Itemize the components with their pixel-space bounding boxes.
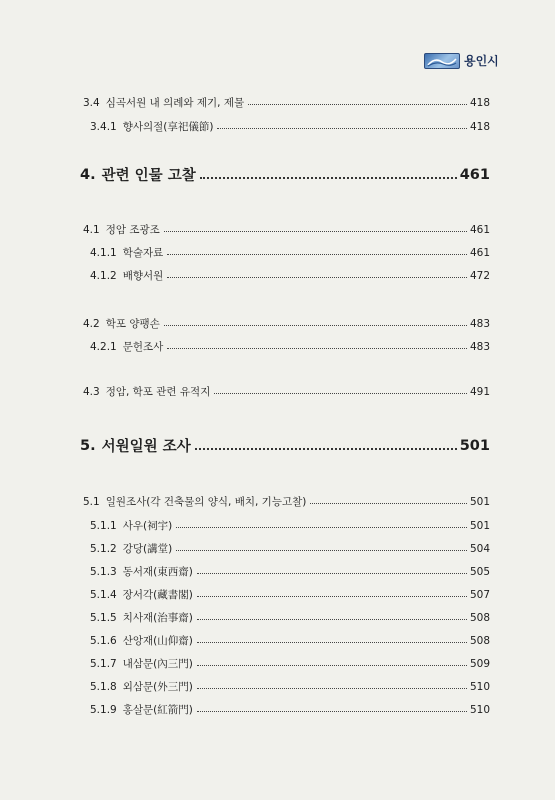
dot-leader <box>167 254 467 255</box>
toc-number: 5.1 <box>83 495 100 508</box>
toc-title: 사우(祠宇) <box>122 520 173 532</box>
toc-entry[interactable] <box>83 316 490 331</box>
toc-title: 홍살문(紅箭門) <box>122 704 193 716</box>
toc-entry[interactable] <box>90 119 490 134</box>
toc-number: 4. <box>80 166 96 183</box>
toc-number: 3.4.1 <box>90 120 117 133</box>
toc-title: 관련 인물 고찰 <box>101 168 196 184</box>
toc-number: 5.1.1 <box>90 519 117 532</box>
dot-leader <box>197 642 467 643</box>
toc-page: 418 <box>469 120 490 133</box>
toc-page: 461 <box>469 223 490 236</box>
toc-page: 418 <box>469 96 490 109</box>
toc-page: 461 <box>459 166 490 183</box>
toc-title: 내삼문(內三門) <box>122 658 193 670</box>
toc-page: 501 <box>469 519 490 532</box>
toc-entry[interactable] <box>90 656 490 671</box>
dot-leader <box>176 527 467 528</box>
toc-number: 4.1.1 <box>90 246 117 259</box>
dot-leader <box>167 348 467 349</box>
dot-leader <box>195 448 457 450</box>
toc-title: 장서각(藏書閣) <box>122 589 193 601</box>
toc-title: 학술자료 <box>122 247 164 259</box>
toc-entry[interactable] <box>90 633 490 648</box>
toc-entry[interactable] <box>90 268 490 283</box>
toc-page: 472 <box>469 269 490 282</box>
toc-chapter-entry[interactable] <box>80 435 490 456</box>
toc-page: 509 <box>469 657 490 670</box>
toc-number: 4.1 <box>83 223 100 236</box>
dot-leader <box>164 325 467 326</box>
toc-entry[interactable] <box>90 245 490 260</box>
toc-entry[interactable] <box>83 384 490 399</box>
toc-entry[interactable] <box>83 95 490 110</box>
toc-title: 동서재(東西齋) <box>122 566 193 578</box>
toc-page: 461 <box>469 246 490 259</box>
toc-number: 5.1.2 <box>90 542 117 555</box>
toc-page: 508 <box>469 634 490 647</box>
city-name: 용인시 <box>464 54 499 68</box>
toc-number: 4.2.1 <box>90 340 117 353</box>
toc-number: 5.1.5 <box>90 611 117 624</box>
dot-leader <box>197 665 467 666</box>
toc-title: 심곡서원 내 의례와 제기, 제물 <box>105 97 245 109</box>
toc-number: 4.2 <box>83 317 100 330</box>
toc-title: 향사의절(享祀儀節) <box>122 121 214 133</box>
dot-leader <box>197 596 467 597</box>
toc-chapter-entry[interactable] <box>80 164 490 185</box>
toc-title: 치사재(治事齋) <box>122 612 193 624</box>
toc-title: 학포 양팽손 <box>105 318 160 330</box>
dot-leader <box>164 231 467 232</box>
toc-title: 정암, 학포 관련 유적지 <box>105 386 211 398</box>
toc-title: 외삼문(外三門) <box>122 681 193 693</box>
toc-number: 5.1.3 <box>90 565 117 578</box>
toc-page: 491 <box>469 385 490 398</box>
toc-entry[interactable] <box>90 518 490 533</box>
toc-entry[interactable] <box>90 679 490 694</box>
toc-number: 4.3 <box>83 385 100 398</box>
toc-title: 문헌조사 <box>122 341 164 353</box>
toc-entry[interactable] <box>83 494 490 509</box>
dot-leader <box>167 277 467 278</box>
toc-number: 3.4 <box>83 96 100 109</box>
dot-leader <box>217 128 466 129</box>
toc-number: 5.1.8 <box>90 680 117 693</box>
toc-entry[interactable] <box>90 587 490 602</box>
dot-leader <box>248 104 467 105</box>
toc-page: 510 <box>469 703 490 716</box>
city-emblem-icon <box>424 53 460 69</box>
toc-page: 501 <box>459 437 490 454</box>
toc-page: 507 <box>469 588 490 601</box>
dot-leader <box>197 573 467 574</box>
toc-entry[interactable] <box>90 702 490 717</box>
toc-title: 강당(講堂) <box>122 543 173 555</box>
dot-leader <box>197 688 467 689</box>
toc-page: 505 <box>469 565 490 578</box>
toc-title: 정암 조광조 <box>105 224 160 236</box>
toc-number: 5.1.6 <box>90 634 117 647</box>
dot-leader <box>310 503 467 504</box>
toc-page: 510 <box>469 680 490 693</box>
toc-title: 서원일원 조사 <box>101 439 191 455</box>
toc-page: 501 <box>469 495 490 508</box>
toc-number: 4.1.2 <box>90 269 117 282</box>
toc-number: 5.1.4 <box>90 588 117 601</box>
dot-leader <box>197 711 467 712</box>
toc-page: 508 <box>469 611 490 624</box>
toc-title: 일원조사(각 건축물의 양식, 배치, 기능고찰) <box>105 496 307 508</box>
toc-page: 483 <box>469 340 490 353</box>
toc-number: 5.1.7 <box>90 657 117 670</box>
dot-leader <box>214 393 467 394</box>
toc-page: 504 <box>469 542 490 555</box>
toc-number: 5.1.9 <box>90 703 117 716</box>
toc-entry[interactable] <box>90 541 490 556</box>
toc-page: 483 <box>469 317 490 330</box>
dot-leader <box>200 177 457 179</box>
dot-leader <box>197 619 467 620</box>
dot-leader <box>176 550 467 551</box>
toc-number: 5. <box>80 437 96 454</box>
toc-title: 배향서원 <box>122 270 164 282</box>
toc-title: 산앙재(山仰齋) <box>122 635 193 647</box>
toc-entry[interactable] <box>90 339 490 354</box>
toc-entry[interactable] <box>83 222 490 237</box>
toc-entry[interactable] <box>90 564 490 579</box>
city-logo <box>424 52 499 69</box>
toc-entry[interactable] <box>90 610 490 625</box>
